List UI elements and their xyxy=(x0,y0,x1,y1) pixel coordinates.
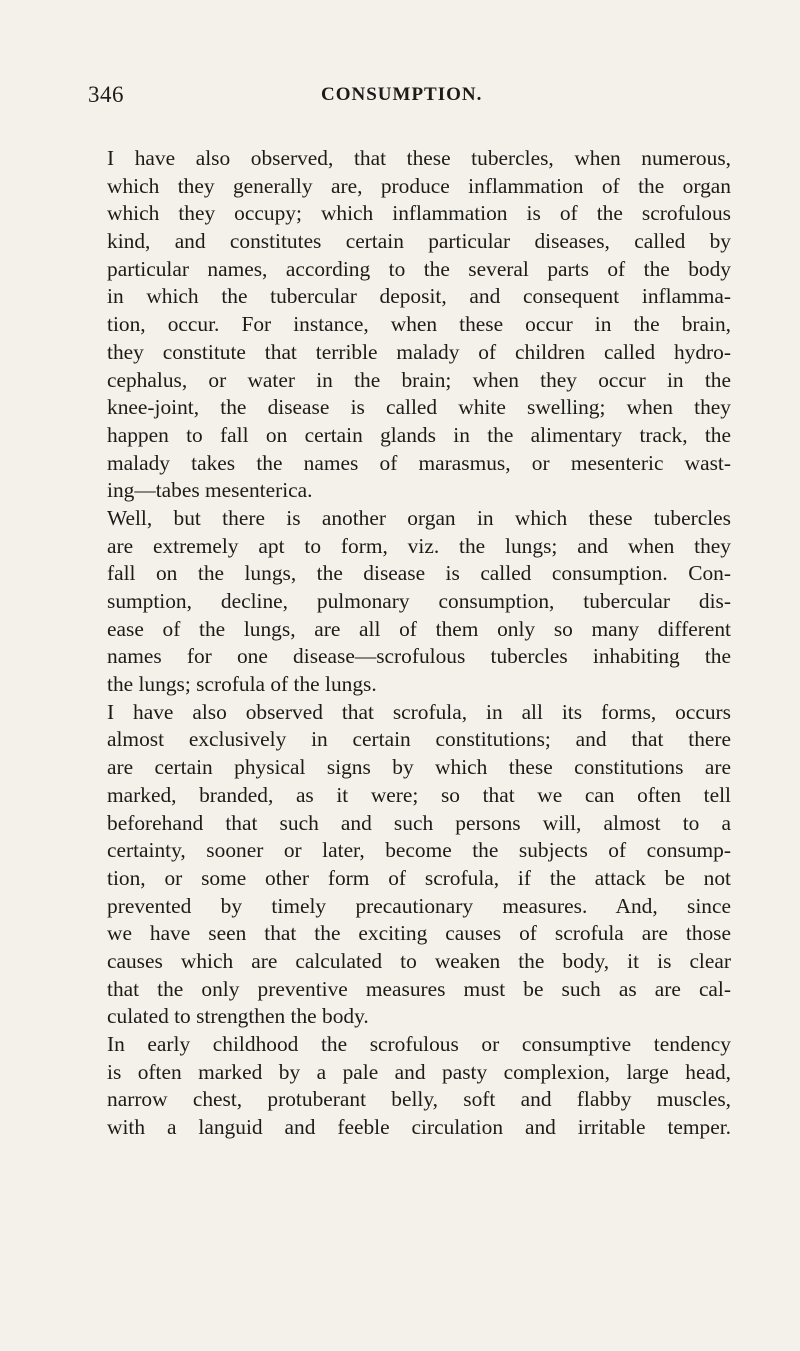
body-text xyxy=(107,145,731,1142)
text-line: particular names, according to the several parts of the body xyxy=(107,256,731,281)
text-line: fall on the lungs, the disease is called consumption. Con- xyxy=(107,561,731,586)
text-line: certainty, sooner or later, become the subjects of consump- xyxy=(107,838,731,863)
text-line: sumption, decline, pulmonary consumption, tubercular dis- xyxy=(107,589,731,613)
text-line: kind, and constitutes certain particular diseases, called by xyxy=(107,229,731,254)
text-line: in which the tubercular deposit, and consequent inflamma- xyxy=(107,284,731,309)
text-line: they constitute that terrible malady of children called hydro- xyxy=(107,339,731,364)
text-line: which they generally are, produce inflammation of the organ xyxy=(107,173,731,198)
text-line: tion, occur. For instance, when these occur in the brain, xyxy=(107,312,731,337)
text-line: prevented by timely precautionary measures. And, since xyxy=(107,893,731,918)
text-line: malady takes the names of marasmus, or mesenteric wast- xyxy=(107,450,731,475)
running-title: CONSUMPTION. xyxy=(321,84,483,105)
text-line: beforehand that such and such persons will, almost to a xyxy=(107,810,731,835)
text-line: ease of the lungs, are all of them only so many different xyxy=(107,616,731,641)
text-line: marked, branded, as it were; so that we can often tell xyxy=(107,782,731,807)
text-line: narrow chest, protuberant belly, soft and flabby muscles, xyxy=(107,1087,731,1112)
text-line: knee-joint, the disease is called white swelling; when they xyxy=(107,395,731,420)
text-line: names for one disease—scrofulous tubercles inhabiting the xyxy=(107,644,731,669)
text-line: I have also observed, that these tubercles, when numerous, xyxy=(107,146,731,170)
text-line: causes which are calculated to weaken the body, it is clear xyxy=(107,948,731,973)
text-line: almost exclusively in certain constitutions; and that there xyxy=(107,727,731,752)
text-line: In early childhood the scrofulous or consumptive tendency xyxy=(107,1032,731,1056)
text-line: happen to fall on certain glands in the alimentary track, the xyxy=(107,422,731,447)
text-line: tion, or some other form of scrofula, if the attack be not xyxy=(107,865,731,890)
text-line: the lungs; scrofula of the lungs. xyxy=(107,672,377,697)
text-line: Well, but there is another organ in which these tubercles xyxy=(107,505,731,530)
text-line: ing—tabes mesenterica. xyxy=(107,478,313,503)
text-line: with a languid and feeble circulation and irritable temper. xyxy=(107,1115,731,1140)
text-line: we have seen that the exciting causes of scrofula are those xyxy=(107,921,731,946)
text-line: which they occupy; which inflammation is of the scrofulous xyxy=(107,201,731,226)
text-line: that the only preventive measures must be such as are cal- xyxy=(107,976,731,1001)
text-line: culated to strengthen the body. xyxy=(107,1004,369,1029)
running-head xyxy=(88,82,728,112)
text-line: cephalus, or water in the brain; when they occur in the xyxy=(107,367,731,392)
text-line: I have also observed that scrofula, in all its forms, occurs xyxy=(107,699,731,724)
text-line: are certain physical signs by which these constitutions are xyxy=(107,755,731,780)
text-line: are extremely apt to form, viz. the lungs; and when they xyxy=(107,533,731,558)
page-number: 346 xyxy=(88,82,124,107)
text-line: is often marked by a pale and pasty complexion, large head, xyxy=(107,1059,731,1084)
